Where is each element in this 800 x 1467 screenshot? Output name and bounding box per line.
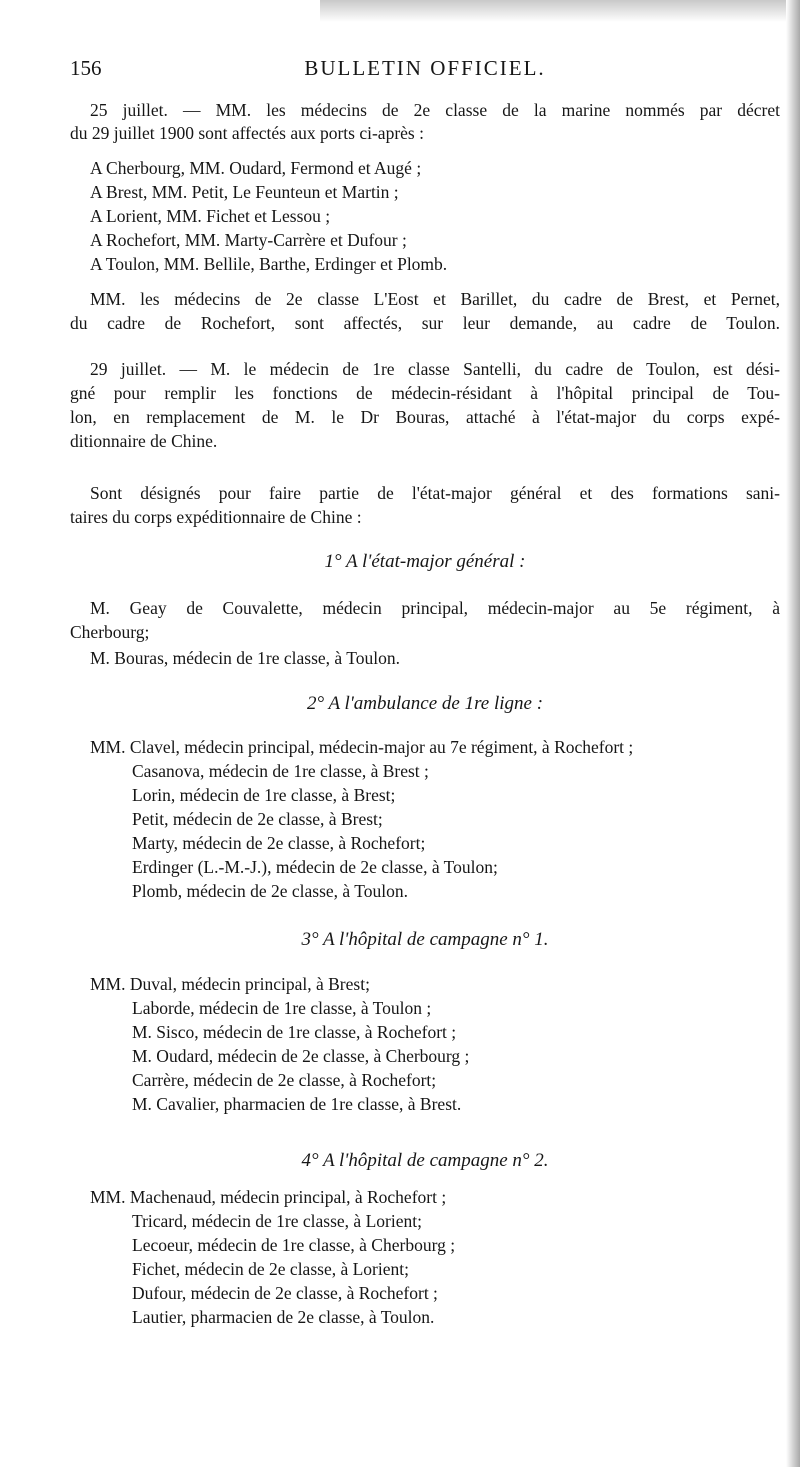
text-line: Sont désignés pour faire partie de l'état-major général et des formations sani- bbox=[90, 483, 780, 503]
list-item: Petit, médecin de 2e classe, à Brest; bbox=[132, 809, 383, 829]
text-line: A Cherbourg, MM. Oudard, Fermond et Augé ; bbox=[90, 158, 422, 178]
list-item: Erdinger (L.-M.-J.), médecin de 2e classe, à Toulon; bbox=[132, 857, 498, 877]
list-item: Lecoeur, médecin de 1re classe, à Cherbourg ; bbox=[132, 1235, 456, 1255]
text-line: du cadre de Rochefort, sont affectés, sur leur demande, au cadre de Toulon. bbox=[70, 313, 780, 333]
section-heading: 4° A l'hôpital de campagne n° 2. bbox=[301, 1150, 549, 1171]
text-line: A Toulon, MM. Bellile, Barthe, Erdinger et Plomb. bbox=[90, 254, 448, 274]
list-item: Plomb, médecin de 2e classe, à Toulon. bbox=[132, 881, 408, 901]
list-item: Tricard, médecin de 1re classe, à Lorient; bbox=[132, 1211, 422, 1231]
section-heading: 1° A l'état-major général : bbox=[324, 551, 526, 572]
list-item: Fichet, médecin de 2e classe, à Lorient; bbox=[132, 1259, 409, 1279]
list-item: MM. Machenaud, médecin principal, à Rochefort ; bbox=[90, 1187, 447, 1207]
section-heading: 3° A l'hôpital de campagne n° 1. bbox=[301, 929, 549, 950]
page-header bbox=[70, 56, 780, 84]
list-item: M. Sisco, médecin de 1re classe, à Rochefort ; bbox=[132, 1022, 457, 1042]
text-line: lon, en remplacement de M. le Dr Bouras, attaché à l'état-major du corps expé- bbox=[70, 407, 780, 427]
scan-shadow-right bbox=[786, 0, 800, 1467]
text-line: A Brest, MM. Petit, Le Feunteun et Martin ; bbox=[90, 182, 399, 202]
text-line: ditionnaire de Chine. bbox=[70, 431, 218, 451]
section-heading: 2° A l'ambulance de 1re ligne : bbox=[306, 693, 544, 714]
list-item: M. Cavalier, pharmacien de 1re classe, à Brest. bbox=[132, 1094, 462, 1114]
list-item: MM. Duval, médecin principal, à Brest; bbox=[90, 974, 370, 994]
page-number: 156 bbox=[70, 56, 102, 80]
text-line: M. Geay de Couvalette, médecin principal, médecin-major au 5e régiment, à bbox=[90, 598, 780, 618]
list-item: Dufour, médecin de 2e classe, à Rochefort ; bbox=[132, 1283, 438, 1303]
text-line: MM. les médecins de 2e classe L'Eost et Barillet, du cadre de Brest, et Pernet, bbox=[90, 289, 780, 309]
text-line: A Lorient, MM. Fichet et Lessou ; bbox=[90, 206, 331, 226]
list-item: M. Oudard, médecin de 2e classe, à Cherbourg ; bbox=[132, 1046, 470, 1066]
text-line: M. Bouras, médecin de 1re classe, à Toulon. bbox=[90, 648, 400, 668]
list-item: Carrère, médecin de 2e classe, à Rochefort; bbox=[132, 1070, 437, 1090]
running-title: BULLETIN OFFICIEL. bbox=[304, 56, 546, 80]
list-item: Lautier, pharmacien de 2e classe, à Toulon. bbox=[132, 1307, 435, 1327]
list-item: Marty, médecin de 2e classe, à Rochefort; bbox=[132, 833, 426, 853]
scan-shadow-top bbox=[320, 0, 800, 22]
list-item: MM. Clavel, médecin principal, médecin-major au 7e régiment, à Rochefort ; bbox=[90, 737, 634, 757]
text-line: du 29 juillet 1900 sont affectés aux ports ci-après : bbox=[70, 123, 424, 143]
list-item: Laborde, médecin de 1re classe, à Toulon ; bbox=[132, 998, 432, 1018]
text-line: gné pour remplir les fonctions de médecin-résidant à l'hôpital principal de Tou- bbox=[70, 383, 780, 403]
list-item: Casanova, médecin de 1re classe, à Brest ; bbox=[132, 761, 429, 781]
text-line: A Rochefort, MM. Marty-Carrère et Dufour ; bbox=[90, 230, 407, 250]
list-item: Lorin, médecin de 1re classe, à Brest; bbox=[132, 785, 396, 805]
text-line: 25 juillet. — MM. les médecins de 2e classe de la marine nommés par décret bbox=[90, 100, 780, 120]
text-line: 29 juillet. — M. le médecin de 1re classe Santelli, du cadre de Toulon, est dési- bbox=[90, 359, 780, 379]
text-line: Cherbourg; bbox=[70, 622, 150, 642]
text-line: taires du corps expéditionnaire de Chine : bbox=[70, 507, 362, 527]
